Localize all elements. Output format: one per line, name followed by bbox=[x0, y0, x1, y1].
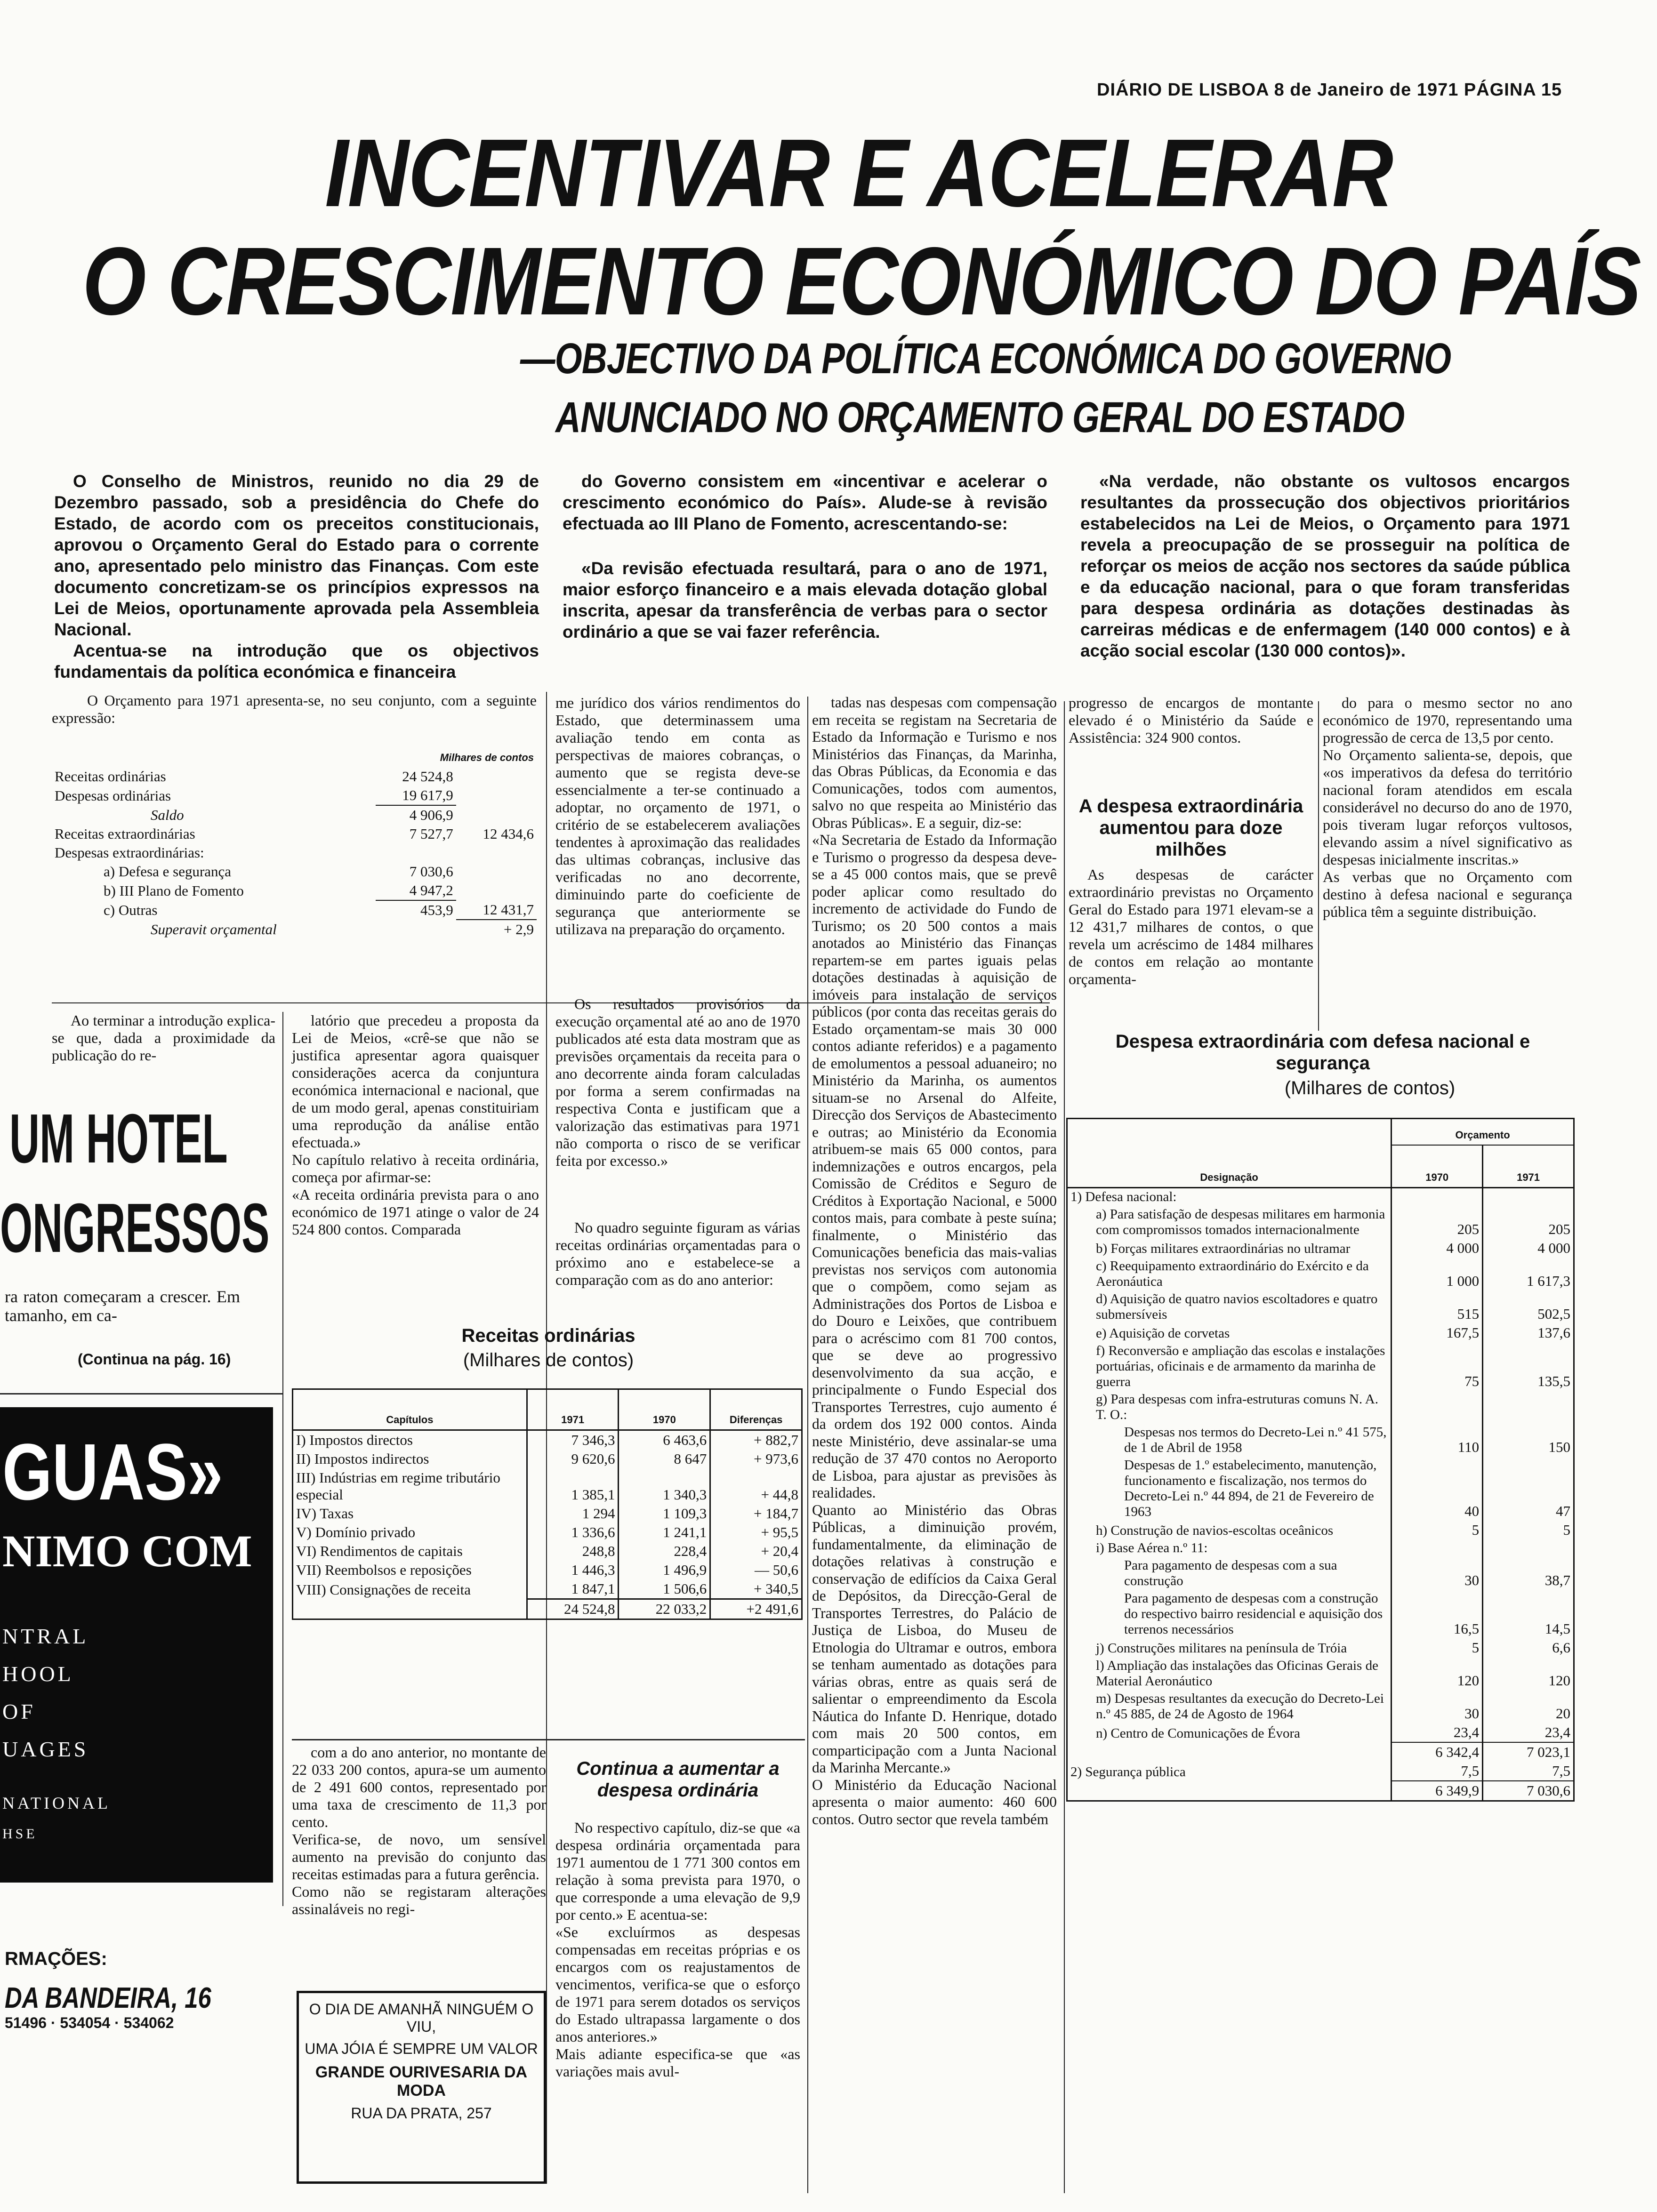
column-rule bbox=[1064, 701, 1065, 2193]
receitas-1971: 9 620,6 bbox=[527, 1450, 619, 1468]
defesa-row bbox=[1067, 1391, 1574, 1424]
defesa-1971: 150 bbox=[1483, 1424, 1574, 1457]
receitas-row bbox=[293, 1430, 802, 1450]
defesa-1970: 120 bbox=[1392, 1657, 1483, 1690]
summary-row bbox=[52, 900, 537, 920]
defesa-desig: j) Construções militares na península de Tróia bbox=[1096, 1641, 1347, 1656]
summary-value-b bbox=[456, 767, 537, 786]
defesa-desig bbox=[1067, 1781, 1392, 1801]
defesa-1971 bbox=[1483, 1188, 1574, 1206]
defesa-1971: 135,5 bbox=[1483, 1342, 1574, 1391]
left-col1-text: Ao terminar a introdução explica-se que, dada a proximidade da publicação do re- bbox=[52, 1012, 275, 1064]
receitas-1971: 1 446,3 bbox=[527, 1561, 619, 1579]
receitas-title: Receitas ordinárias bbox=[461, 1325, 635, 1346]
defesa-desig: Para pagamento de despesas com a sua construção bbox=[1124, 1558, 1337, 1588]
summary-value-a: 4 906,9 bbox=[376, 805, 456, 825]
defesa-1971: 20 bbox=[1483, 1690, 1574, 1723]
ad-line-4: HOOL bbox=[2, 1662, 74, 1686]
receitas-1971: 1 336,6 bbox=[527, 1523, 619, 1542]
defesa-desig: h) Construção de navios-escoltas oceânicos bbox=[1096, 1523, 1334, 1538]
summary-row bbox=[52, 862, 537, 881]
col4-text: tadas nas despesas com compensação em receita se registam na Secretaria de Estado da Informação e Turismo e nos Ministérios das Finanças, da Marinha, das Obras Públicas, da Economia e das Comunicações, todos com aumentos, salvo no que respeita ao Ministério das Obras Públicas». E a seguir, diz-se: «Na Secretaria de Estado da Informação e Turismo o progresso da despesa deve-se a 45 000 contos mais, que se prevê poder aplicar como resultado do incremento de actividade do Fundo de Turismo; os 20 500 contos a mais anotados ao Ministério das Finanças repartem-se em partes iguais pelas dotações destinadas à aquisição de imóveis para instalação de serviços públicos (por conta das receitas gerais do Estado orçamentam-se mais 30 000 contos adiante referidos) e a pagamento de emolumentos a pessoal aduaneiro; no Ministério da Marinha, os aumentos situam-se no Arsenal do Alfeite, Direcção dos Serviços de Abastecimento e outras; ao Ministério da Economia atribuem-se mais 65 000 contos, para indemnizações e outros encargos, pela Comissão de Créditos e Seguro de Créditos à Exportação Nacional, e 5000 contos mais, para combate à peste suína; finalmente, o Ministério das Comunicações beneficia das mais-valias previstas nos serviços com autonomia que o compõem, como sejam as Administrações dos Portos de Lisboa e do Douro e Leixões, que contribuem para o acréscimo com 81 700 contos, que se deve ao progressivo desenvolvimento da sua acção, e principalmente o Fundo Especial dos Transportes Terrestres, cujo aumento é da ordem dos 192 000 contos. Ainda neste Ministério, deve assinalar-se uma redução de 37 470 contos no Aeroporto de Lisboa, para ajustar as previsões às realidades. Quanto ao Ministério das Obras Públicas, a diminuição provém, fundamentalmente, da eliminação de dotações relativas à construção e conservação de edifícios da Caixa Geral de Depósitos, da Direcção-Geral de Transportes Terrestres, do Palácio de Justiça de Lisboa, do Museu de Etnologia do Ultramar e outros, embora se tenham aumentado as dotações para várias obras, entre as quais será de salientar o empreendimento da Escola Náutica do Infante D. Henrique, dotado com mais 20 500 contos, em comparticipação com a Junta Nacional da Marinha Mercante.» O Ministério da Educação Nacional apresenta o maior aumento: 460 600 contos. Outro sector que revela também bbox=[812, 694, 1057, 1827]
defesa-h-orc: Orçamento bbox=[1392, 1119, 1574, 1146]
ad-info: RMAÇÕES: bbox=[5, 1948, 107, 1969]
receitas-unit: (Milhares de contos) bbox=[463, 1350, 634, 1370]
summary-row bbox=[52, 825, 537, 843]
summary-label: Despesas extraordinárias: bbox=[55, 844, 204, 861]
continua-title: Continua a aumentar a despesa ordinária bbox=[576, 1758, 780, 1801]
defesa-1970: 16,5 bbox=[1392, 1590, 1483, 1638]
defesa-desig: i) Base Aérea n.º 11: bbox=[1096, 1540, 1208, 1555]
defesa-h-desig: Designação bbox=[1067, 1119, 1392, 1188]
defesa-1970: 6 349,9 bbox=[1392, 1781, 1483, 1801]
defesa-row bbox=[1067, 1557, 1574, 1590]
receitas-dif: + 95,5 bbox=[710, 1523, 802, 1542]
receitas-1971: 24 524,8 bbox=[527, 1599, 619, 1619]
receitas-dif: + 184,7 bbox=[710, 1504, 802, 1523]
lead-col2-p2: «Da revisão efectuada resultará, para o ano de 1971, maior esforço financeiro e a mais elevada dotação global inscrita, apesar da transferência de verbas para o sector ordinário a que se vai fazer referência. bbox=[563, 559, 1047, 641]
receitas-1971: 248,8 bbox=[527, 1542, 619, 1561]
lead-col3 bbox=[1080, 471, 1570, 661]
defesa-1971: 120 bbox=[1483, 1657, 1574, 1690]
receitas-row bbox=[293, 1450, 802, 1468]
receitas-h-1971: 1971 bbox=[527, 1389, 619, 1430]
summary-row bbox=[52, 881, 537, 900]
defesa-1971: 7 023,1 bbox=[1483, 1742, 1574, 1762]
receitas-dif: +2 491,6 bbox=[710, 1599, 802, 1619]
lead-col1 bbox=[54, 471, 539, 682]
jewelry-ad-line4: RUA DA PRATA, 257 bbox=[351, 2105, 492, 2122]
defesa-desig: m) Despesas resultantes da execução do Decreto-Lei n.º 45 885, de 24 de Agosto de 1964 bbox=[1096, 1691, 1384, 1722]
receitas-cap: II) Impostos indirectos bbox=[296, 1451, 429, 1467]
summary-label: Receitas ordinárias bbox=[55, 768, 166, 785]
receitas-1970: 8 647 bbox=[619, 1450, 710, 1468]
lead-col1-p1: O Conselho de Ministros, reunido no dia 29 de Dezembro passado, sob a presidência do Chefe do Estado, de acordo com os preceitos constitucionais, aprovou o Orçamento Geral do Estado para o corrente ano, apresentado pelo ministro das Finanças. Com este documento concretizam-se os princípios expressos na Lei de Meios, oportunamente aprovada pela Assembleia Nacional. bbox=[54, 472, 539, 639]
summary-value-b: + 2,9 bbox=[456, 920, 537, 939]
ad-phones: 51496 · 534054 · 534062 bbox=[5, 2014, 174, 2028]
ad-line-1: GUAS» bbox=[2, 1427, 223, 1517]
receitas-row bbox=[293, 1542, 802, 1561]
defesa-1971: 1 617,3 bbox=[1483, 1258, 1574, 1290]
defesa-1970: 5 bbox=[1392, 1521, 1483, 1539]
summary-label: Despesas ordinárias bbox=[55, 787, 171, 804]
defesa-1971 bbox=[1483, 1539, 1574, 1557]
defesa-row bbox=[1067, 1239, 1574, 1258]
summary-value-a: 7 030,6 bbox=[409, 863, 453, 880]
defesa-1970: 167,5 bbox=[1392, 1323, 1483, 1342]
defesa-row bbox=[1067, 1457, 1574, 1521]
defesa-desig: f) Reconversão e ampliação das escolas e instalações portuárias, oficinais e de armamento da marinha de guerra bbox=[1096, 1343, 1385, 1389]
summary-row bbox=[52, 767, 537, 786]
defesa-row bbox=[1067, 1424, 1574, 1457]
defesa-row bbox=[1067, 1206, 1574, 1239]
receitas-1970: 1 109,3 bbox=[619, 1504, 710, 1523]
receitas-dif: + 882,7 bbox=[710, 1430, 802, 1450]
receitas-dif: + 20,4 bbox=[710, 1542, 802, 1561]
receitas-cap: VIII) Consignações de receita bbox=[296, 1581, 471, 1598]
defesa-1971 bbox=[1483, 1391, 1574, 1424]
receitas-dif: + 973,6 bbox=[710, 1450, 802, 1468]
summary-label: Superavit orçamental bbox=[151, 921, 277, 938]
defesa-row bbox=[1067, 1539, 1574, 1557]
headline-sub2: ANUNCIADO NO ORÇAMENTO GERAL DO ESTADO bbox=[555, 393, 1405, 441]
defesa-1970: 4 000 bbox=[1392, 1239, 1483, 1258]
defesa-row bbox=[1067, 1638, 1574, 1657]
hotel-ad bbox=[0, 1101, 282, 1388]
receitas-1970: 1 340,3 bbox=[619, 1468, 710, 1504]
jewelry-ad bbox=[297, 1991, 546, 2184]
jewelry-ad-line1: O DIA DE AMANHÃ NINGUÉM O VIU, bbox=[309, 2001, 534, 2035]
col-mid-b: Os resultados provisórios da execução orçamental até ao ano de 1970 publicados até esta data mostram que as previsões orçamentais da receita para o ano decorrente ainda foram calculadas por forma a serem confirmadas na respectiva Conta e justificam que a valorização das estimativas para 1971 não comporta o risco de se verificar feita por excesso.» bbox=[555, 995, 800, 1169]
defesa-desig: Despesas nos termos do Decreto-Lei n.º 41 575, de 1 de Abril de 1958 bbox=[1124, 1425, 1387, 1455]
summary-value-a: 4 947,2 bbox=[409, 882, 453, 898]
receitas-cap: V) Domínio privado bbox=[296, 1524, 416, 1540]
summary-row bbox=[52, 786, 537, 805]
column-rule bbox=[282, 1012, 283, 1906]
defesa-row bbox=[1067, 1723, 1574, 1742]
receitas-dif: + 44,8 bbox=[710, 1468, 802, 1504]
lead-col2-p1: do Governo consistem em «incentivar e acelerar o crescimento económico do País». Alude-se à revisão efectuada ao III Plano de Fomento, acrescentando-se: bbox=[563, 472, 1047, 533]
receitas-dif: — 50,6 bbox=[710, 1561, 802, 1579]
summary-row bbox=[52, 843, 537, 862]
defesa-1971: 6,6 bbox=[1483, 1638, 1574, 1657]
hotel-ad-line1: UM HOTEL bbox=[9, 1101, 228, 1178]
lead-col1-p2: Acentua-se na introdução que os objectivos fundamentais da política económica e financeira bbox=[54, 641, 539, 681]
receitas-row bbox=[293, 1523, 802, 1542]
defesa-1970: 205 bbox=[1392, 1206, 1483, 1239]
column-rule bbox=[1318, 701, 1319, 1031]
defesa-unit: (Milhares de contos) bbox=[1284, 1078, 1456, 1098]
defesa-desig: l) Ampliação das instalações das Oficinas Gerais de Material Aeronáutico bbox=[1096, 1658, 1378, 1689]
summary-value-b: 12 431,7 bbox=[483, 901, 534, 918]
summary-label: Receitas extraordinárias bbox=[55, 825, 195, 842]
language-school-ad bbox=[0, 1407, 273, 2028]
defesa-row bbox=[1067, 1258, 1574, 1290]
left-col2-text: latório que precedeu a proposta da Lei de Meios, «crê-se que não se justifica apresentar agora quaisquer considerações acerca da conjuntura económica internacional e nacional, que de um modo geral, apenas constituiriam uma reprodução da análise então efectuada.» No capítulo relativo à receita ordinária, começa por afirmar-se: «A receita ordinária prevista para o ano económico de 1971 atinge o valor de 24 524 800 contos. Comparada bbox=[292, 1012, 539, 1238]
receitas-1971: 1 847,1 bbox=[527, 1579, 619, 1599]
col6-text: do para o mesmo sector no ano económico de 1970, representando uma progressão de cerca de 13,5 por cento. No Orçamento salienta-se, depois, que «os imperativos da defesa do território nacional foram atendidos em escala considerável no decurso do ano de 1970, pois tiveram lugar reforços vultosos, elevando assim a nível significativo as despesas inicialmente inscritas.» As verbas que no Orçamento com destino à defesa nacional e segurança pública têm a seguinte distribuição. bbox=[1323, 694, 1572, 920]
receitas-1971: 1 294 bbox=[527, 1504, 619, 1523]
defesa-desig: Para pagamento de despesas com a construção do respectivo bairro residencial e aquisição dos terrenos necessários bbox=[1124, 1591, 1383, 1637]
defesa-table bbox=[1066, 1118, 1575, 1802]
defesa-row bbox=[1067, 1762, 1574, 1781]
defesa-1970: 5 bbox=[1392, 1638, 1483, 1657]
hotel-ad-fragment: ra raton começaram a crescer. Em tamanho, em ca- bbox=[5, 1287, 240, 1325]
summary-value-a: 24 524,8 bbox=[402, 768, 453, 785]
receitas-cap: III) Indústrias em regime tributário especial bbox=[296, 1469, 500, 1503]
defesa-desig: 1) Defesa nacional: bbox=[1070, 1189, 1177, 1204]
col5-text-a: progresso de encargos de montante elevado é o Ministério da Saúde e Assistência: 324 900 contos. bbox=[1069, 694, 1313, 746]
lead-col2 bbox=[563, 471, 1047, 642]
summary-table bbox=[52, 748, 537, 939]
receitas-cap: VI) Rendimentos de capitais bbox=[296, 1543, 463, 1559]
receitas-cap: IV) Taxas bbox=[296, 1505, 354, 1522]
defesa-desig: n) Centro de Comunicações de Évora bbox=[1096, 1726, 1301, 1741]
summary-intro: O Orçamento para 1971 apresenta-se, no seu conjunto, com a seguinte expressão: bbox=[52, 692, 537, 726]
summary-label: Saldo bbox=[151, 807, 184, 823]
jewelry-ad-line2: UMA JÓIA É SEMPRE UM VALOR bbox=[305, 2040, 538, 2057]
ad-address: DA BANDEIRA, 16 bbox=[5, 1982, 211, 2014]
col-mid-c: No quadro seguinte figuram as várias receitas ordinárias orçamentadas para o próximo ano e estabelece-se a comparação com as do ano anterior: bbox=[555, 1219, 800, 1288]
lead-col3-p1: «Na verdade, não obstante os vultosos encargos resultantes da prossecução dos objectivos prioritários estabelecidos na Lei de Meios, o Orçamento para 1971 revela a preocupação de se prosseguir na política de reforçar os meios de acção nos sectores da saúde pública e da educação nacional, para o que foram transferidas para despesa ordinária as dotações destinadas às carreiras médicas e de enfermagem (140 000 contos) e à acção social escolar (130 000 contos)». bbox=[1080, 472, 1570, 660]
defesa-1971: 7 030,6 bbox=[1483, 1781, 1574, 1801]
summary-row bbox=[52, 805, 537, 825]
receitas-row bbox=[293, 1561, 802, 1579]
ad-line-8: HSE bbox=[2, 1826, 38, 1842]
defesa-1970: 30 bbox=[1392, 1557, 1483, 1590]
summary-value-a bbox=[376, 920, 456, 939]
receitas-1971: 1 385,1 bbox=[527, 1468, 619, 1504]
receitas-1970: 228,4 bbox=[619, 1542, 710, 1561]
receitas-dif: + 340,5 bbox=[710, 1579, 802, 1599]
col5-text-b: As despesas de carácter extraordinário previstas no Orçamento Geral do Estado para 1971 elevam-se a 12 431,7 milhares de contos, o que revela um acréscimo de 1484 milhares de contos em relação ao montante orçamenta- bbox=[1069, 866, 1313, 987]
defesa-1970: 110 bbox=[1392, 1424, 1483, 1457]
receitas-1970: 1 506,6 bbox=[619, 1579, 710, 1599]
continua-text: No respectivo capítulo, diz-se que «a despesa ordinária orçamentada para 1971 aumentou de 1 771 300 contos em relação à soma prevista para 1970, o que corresponde a uma elevação de 9,9 por cento.» E acentua-se: «Se excluírmos as despesas compensadas em receitas próprias e os encargos com os reajustamentos de vencimentos, verifica-se que o esforço de 1971 para serem dotados os serviços do Estado ultrapassa largamente o dos anos anteriores.» Mais adiante especifica-se que «as variações mais avul- bbox=[555, 1819, 800, 2080]
defesa-1971: 23,4 bbox=[1483, 1723, 1574, 1742]
defesa-1970: 515 bbox=[1392, 1290, 1483, 1323]
column-rule bbox=[807, 697, 808, 2193]
receitas-row bbox=[293, 1504, 802, 1523]
summary-value-a bbox=[376, 843, 456, 862]
ad-line-6: UAGES bbox=[2, 1737, 89, 1761]
summary-value-b bbox=[456, 843, 537, 862]
defesa-desig: c) Reequipamento extraordinário do Exército e da Aeronáutica bbox=[1096, 1258, 1369, 1289]
defesa-row bbox=[1067, 1188, 1574, 1206]
summary-value-a: 19 617,9 bbox=[402, 787, 453, 803]
receitas-cap: VII) Reembolsos e reposições bbox=[296, 1562, 472, 1578]
rule bbox=[0, 1393, 282, 1395]
defesa-1971: 4 000 bbox=[1483, 1239, 1574, 1258]
defesa-row bbox=[1067, 1521, 1574, 1539]
defesa-desig: g) Para despesas com infra-estruturas comuns N. A. T. O.: bbox=[1096, 1392, 1378, 1422]
receitas-h-cap: Capítulos bbox=[293, 1389, 527, 1430]
defesa-1970: 75 bbox=[1392, 1342, 1483, 1391]
headline-sub1: —OBJECTIVO DA POLÍTICA ECONÓMICA DO GOVERNO bbox=[520, 335, 1451, 383]
summary-unit: Milhares de contos bbox=[440, 752, 534, 763]
receitas-1970: 22 033,2 bbox=[619, 1599, 710, 1619]
col5-head: A despesa extraordinária aumentou para doze milhões bbox=[1078, 796, 1303, 860]
receitas-row bbox=[293, 1599, 802, 1619]
defesa-desig: 2) Segurança pública bbox=[1070, 1764, 1186, 1779]
summary-value-b bbox=[456, 805, 537, 825]
defesa-desig: Despesas de 1.º estabelecimento, manutenção, funcionamento e fiscalização, nos termos do Decreto-Lei n.º 44 894, de 21 de Fevereiro de 1963 bbox=[1124, 1458, 1377, 1519]
defesa-1970: 1 000 bbox=[1392, 1258, 1483, 1290]
defesa-1970 bbox=[1392, 1188, 1483, 1206]
defesa-row bbox=[1067, 1690, 1574, 1723]
defesa-h-1970: 1970 bbox=[1392, 1145, 1483, 1188]
defesa-row bbox=[1067, 1323, 1574, 1342]
defesa-1970: 6 342,4 bbox=[1392, 1742, 1483, 1762]
summary-value-b bbox=[456, 881, 537, 900]
defesa-row bbox=[1067, 1781, 1574, 1801]
defesa-1971: 5 bbox=[1483, 1521, 1574, 1539]
defesa-1970: 40 bbox=[1392, 1457, 1483, 1521]
defesa-row bbox=[1067, 1742, 1574, 1762]
summary-label: c) Outras bbox=[104, 902, 158, 918]
receitas-cap: I) Impostos directos bbox=[296, 1432, 413, 1448]
defesa-desig bbox=[1067, 1742, 1392, 1762]
ad-line-2: NIMO COM bbox=[2, 1526, 252, 1576]
receitas-1970: 1 241,1 bbox=[619, 1523, 710, 1542]
summary-value-a: 453,9 bbox=[376, 900, 456, 920]
receitas-table bbox=[292, 1388, 803, 1620]
ad-line-7: NATIONAL bbox=[2, 1794, 111, 1812]
summary-row bbox=[52, 920, 537, 939]
defesa-desig: d) Aquisição de quatro navios escoltadores e quatro submersíveis bbox=[1096, 1291, 1378, 1322]
col-mid-bottom-text: com a do ano anterior, no montante de 22 033 200 contos, apura-se um aumento de 2 491 600 contos, representado por uma taxa de crescimento de 11,3 por cento. Verifica-se, de novo, um sensível aumento na previsão do conjunto das receitas estimadas para a futura gerência. Como não se registaram alterações assinaláveis no regi- bbox=[292, 1744, 546, 1917]
hotel-ad-line2: ONGRESSOS bbox=[0, 1189, 270, 1267]
summary-label: b) III Plano de Fomento bbox=[104, 882, 244, 899]
defesa-desig: a) Para satisfação de despesas militares em harmonia com compromissos tomados internacionalmente bbox=[1096, 1207, 1385, 1237]
defesa-row bbox=[1067, 1342, 1574, 1391]
masthead: DIÁRIO DE LISBOA 8 de Janeiro de 1971 PÁGINA 15 bbox=[1097, 80, 1562, 100]
defesa-title: Despesa extraordinária com defesa nacional e segurança bbox=[1115, 1031, 1530, 1074]
defesa-1970: 23,4 bbox=[1392, 1723, 1483, 1742]
headline-line2: O CRESCIMENTO ECONÓMICO DO PAÍS bbox=[82, 227, 1641, 335]
defesa-row bbox=[1067, 1657, 1574, 1690]
defesa-desig: e) Aquisição de corvetas bbox=[1096, 1326, 1230, 1341]
summary-label: a) Defesa e segurança bbox=[104, 863, 232, 880]
summary-value-a: 7 527,7 bbox=[409, 825, 453, 842]
ad-bottom-panel bbox=[0, 1883, 273, 2028]
jewelry-ad-line3: GRANDE OURIVESARIA DA MODA bbox=[315, 2063, 528, 2100]
ad-line-3: NTRAL bbox=[2, 1624, 89, 1648]
defesa-1970: 30 bbox=[1392, 1690, 1483, 1723]
defesa-1970 bbox=[1392, 1391, 1483, 1424]
summary-value-b: 12 434,6 bbox=[483, 825, 534, 842]
col-mid-a: me jurídico dos vários rendimentos do Estado, que determinassem uma avaliação tendo em conta as perspectivas de maiores cobranças, o aumento que se regista deve-se essencialmente a ter-se continuado a adoptar, no orçamento de 1971, o critério de se estabelecerem avaliações tendentes à aproximação das realidades das ultimas cobranças, inclusive das verificadas no ano decorrente, diminuindo parte do coeficiente de segurança que anteriormente se utilizava na preparação do orçamento. bbox=[555, 694, 800, 938]
receitas-1970: 1 496,9 bbox=[619, 1561, 710, 1579]
receitas-h-dif: Diferenças bbox=[710, 1389, 802, 1430]
defesa-1971: 7,5 bbox=[1483, 1762, 1574, 1781]
defesa-1971: 502,5 bbox=[1483, 1290, 1574, 1323]
continue-link[interactable]: (Continua na pág. 16) bbox=[78, 1351, 231, 1368]
receitas-1971: 7 346,3 bbox=[527, 1430, 619, 1450]
defesa-desig: b) Forças militares extraordinárias no ultramar bbox=[1096, 1241, 1351, 1256]
defesa-row bbox=[1067, 1290, 1574, 1323]
defesa-1971: 205 bbox=[1483, 1206, 1574, 1239]
receitas-cap bbox=[293, 1599, 527, 1619]
defesa-1971: 47 bbox=[1483, 1457, 1574, 1521]
defesa-1971: 14,5 bbox=[1483, 1590, 1574, 1638]
defesa-1971: 137,6 bbox=[1483, 1323, 1574, 1342]
receitas-h-1970: 1970 bbox=[619, 1389, 710, 1430]
ad-line-5: OF bbox=[2, 1699, 36, 1723]
receitas-row bbox=[293, 1579, 802, 1599]
receitas-row bbox=[293, 1468, 802, 1504]
headline-line1: INCENTIVAR E ACELERAR bbox=[325, 119, 1393, 227]
defesa-1971: 38,7 bbox=[1483, 1557, 1574, 1590]
defesa-row bbox=[1067, 1590, 1574, 1638]
defesa-1970: 7,5 bbox=[1392, 1762, 1483, 1781]
defesa-1970 bbox=[1392, 1539, 1483, 1557]
defesa-h-1971: 1971 bbox=[1483, 1145, 1574, 1188]
summary-value-b bbox=[456, 786, 537, 805]
summary-value-b bbox=[456, 862, 537, 881]
receitas-1970: 6 463,6 bbox=[619, 1430, 710, 1450]
rule bbox=[292, 1739, 805, 1740]
